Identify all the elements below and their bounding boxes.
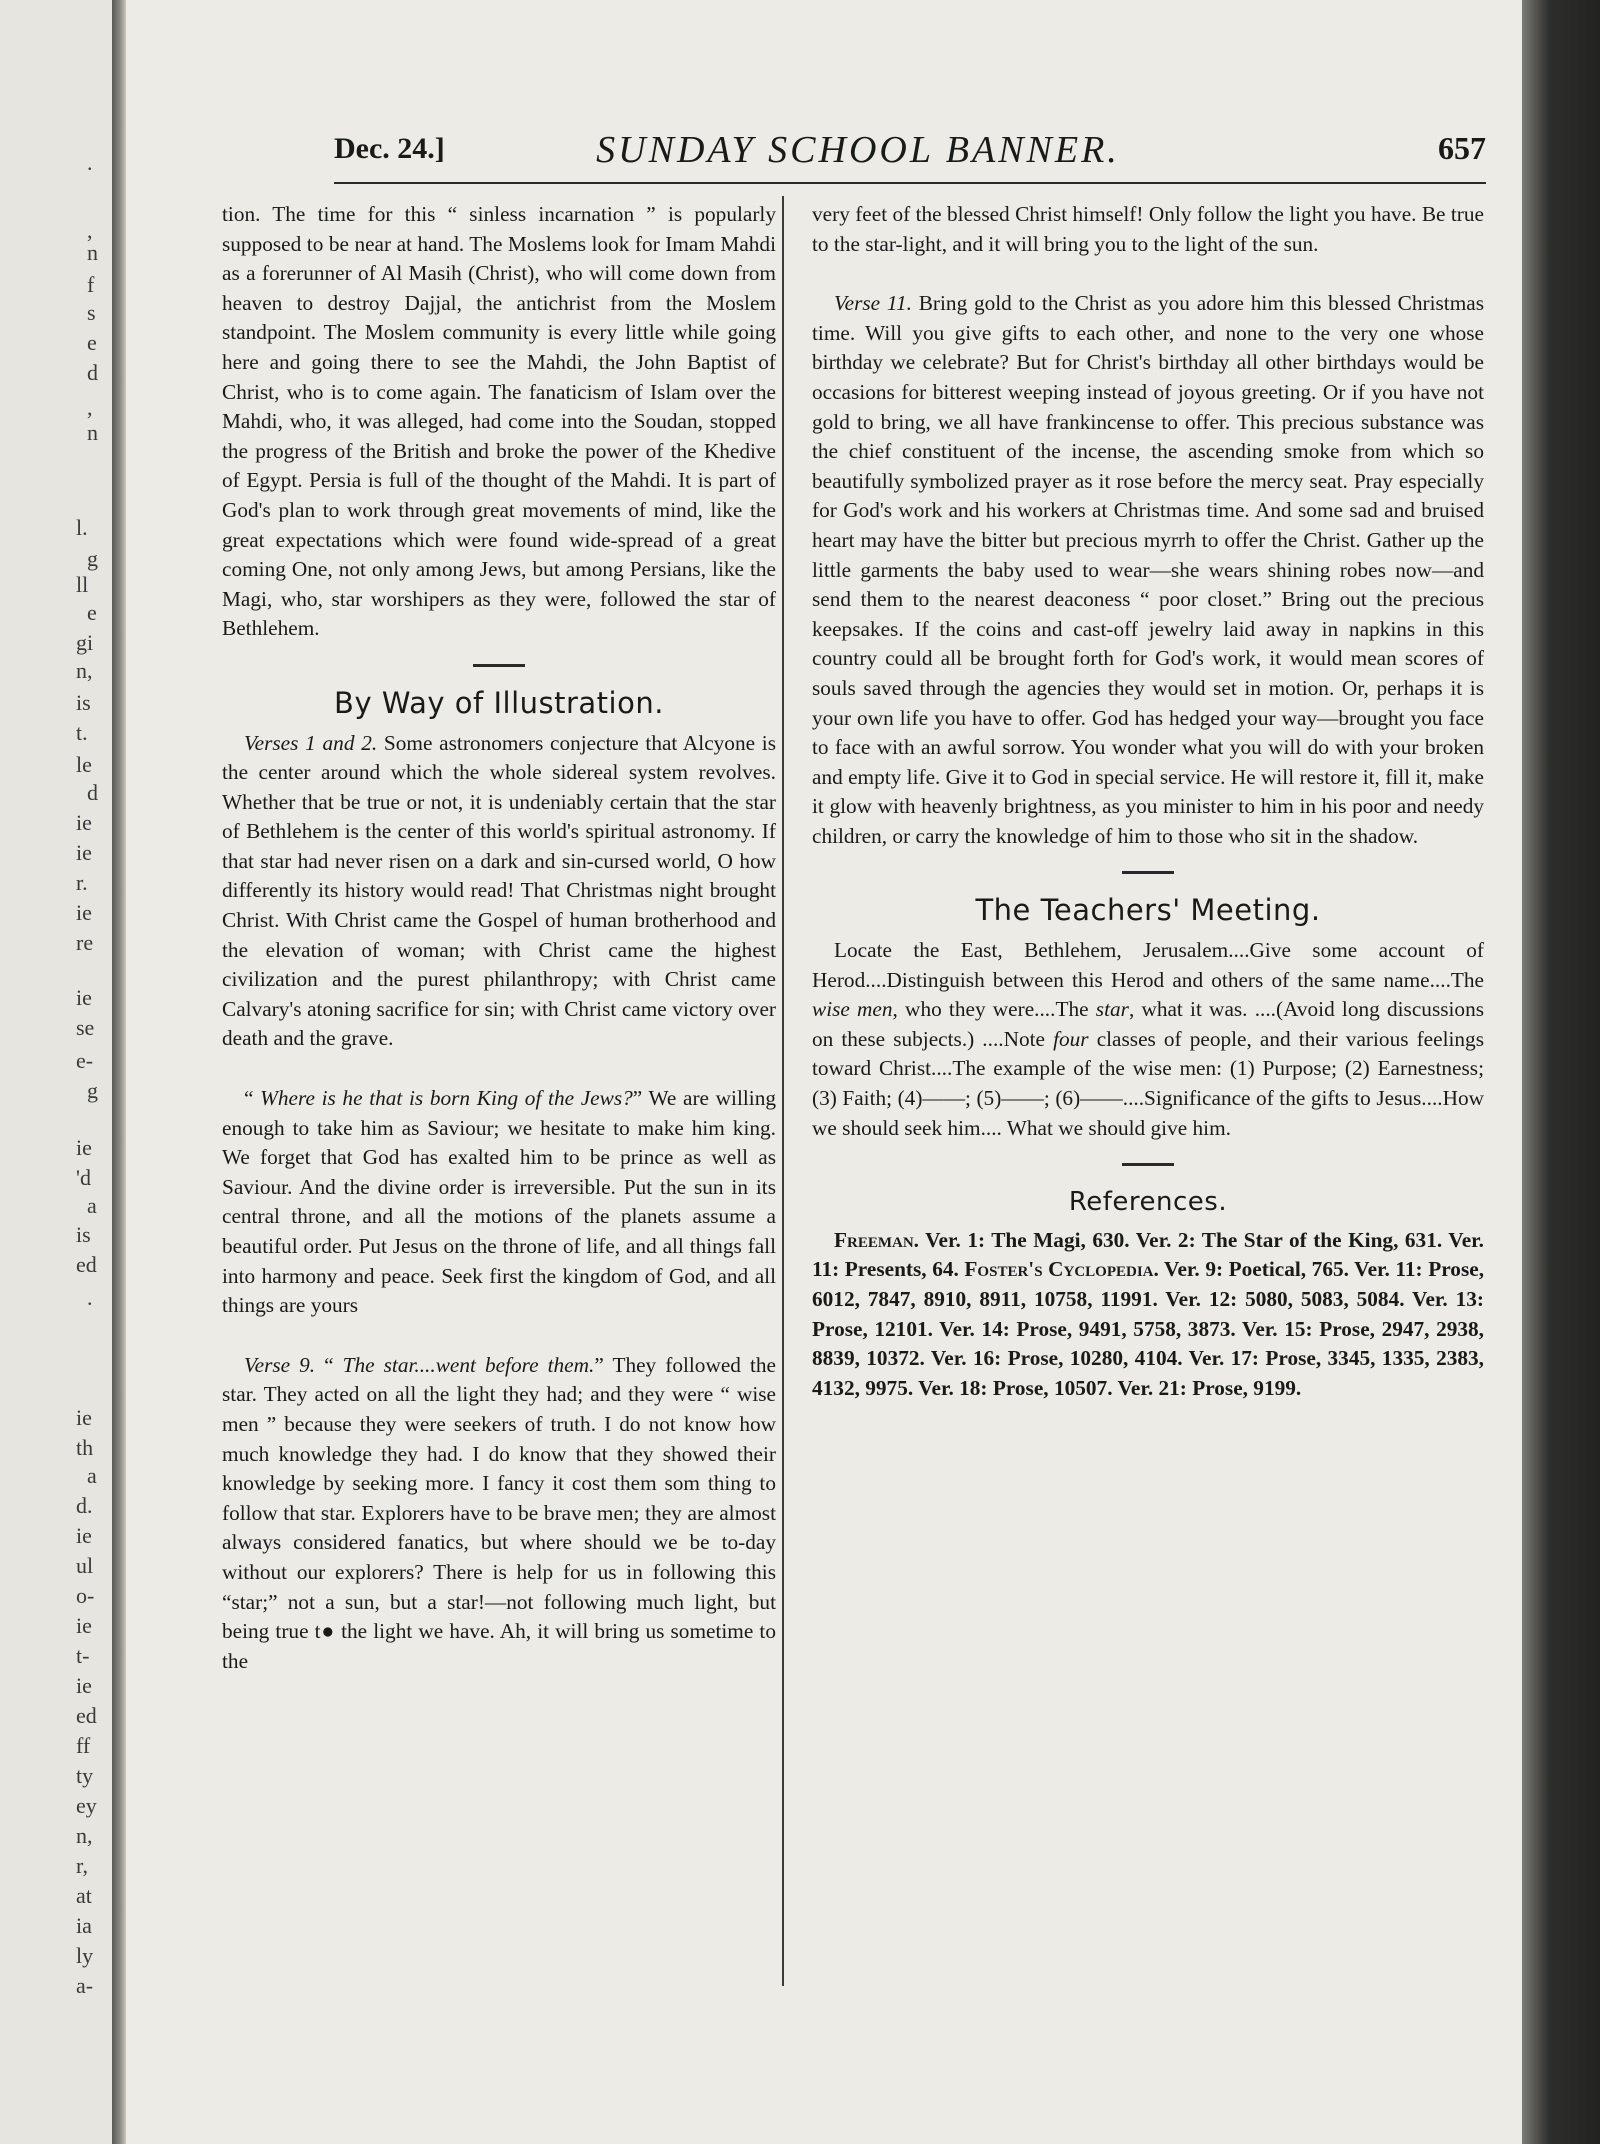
facing-page-fragment: ul: [76, 1553, 94, 1578]
teachers-four: four: [1053, 1026, 1089, 1051]
facing-page-fragment: f: [87, 272, 95, 297]
king-paragraph: [222, 1084, 776, 1321]
section-separator: [1122, 871, 1174, 874]
facing-page-fragment: n: [87, 420, 98, 445]
facing-page-fragment: d.: [76, 1493, 93, 1518]
facing-page-fragment: ll: [76, 572, 89, 597]
paragraph-gap: [812, 259, 1484, 289]
facing-page-fragment: ie: [76, 900, 92, 925]
ref-foster-text: Ver. 9: Poetical, 765. Ver. 11: Prose, 6012, 7847, 8910, 8911, 10758, 11991. Ver. 12: 5080, 5083, 5084. Ver. 13: Prose, 12101. Ver. 14: Prose, 9491, 5758, 3873. Ver. 15: Prose, 2947, 2938, 8839, 10372. Ver. 16: Prose, 10280, 4104. Ver. 17: Prose, 3345, 1335, 2383, 4132, 9975. Ver. 18: Prose, 10507. Ver. 21: Prose, 9199.: [812, 1257, 1485, 1400]
facing-page-fragment: ff: [76, 1733, 91, 1758]
facing-page-fragment: l.: [76, 515, 88, 540]
verse-11-paragraph: [812, 289, 1484, 851]
facing-page-fragment: a-: [76, 1973, 94, 1998]
verse-11-lead: Verse 11.: [834, 291, 912, 316]
facing-page-fragment: t.: [76, 720, 88, 745]
references-heading: References.: [1068, 1187, 1228, 1218]
facing-page-fragment: ty: [76, 1763, 94, 1788]
verse-9-paragraph: [222, 1351, 776, 1677]
book-gutter: [112, 0, 126, 2144]
facing-page-fragment: r,: [76, 1853, 88, 1878]
facing-page-fragment: re: [76, 930, 94, 955]
verse-9-text: They followed the star. They acted on all the light they had; and they were “ wise men ” because they were seekers of truth. I do not know how much knowledge they had. I do know that they showed their knowledge by seeking more. I fancy it cost them som thing to follow that star. Explorers have to be brave men; they are almost always considered fanatics, but where should we be to-day without our explorers? There is help for us in following this “star;” not a sun, but a star!—not following much light, but being true t● the light we have. Ah, it will bring us sometime to the: [222, 1352, 776, 1673]
facing-page-fragment: e: [87, 600, 97, 625]
facing-page-fragment: ia: [76, 1913, 92, 1938]
king-text: We are willing enough to take him as Saviour; we hesitate to make him king. We forget that God has exalted him to be prince as well as Saviour. And the divine order is irreversible. Put the sun in its central throne, and all the motions of the planets assume a beautiful order. Put Jesus on the throne of life, and all things fall into harmony and peace. Seek first the kingdom of God, and all things are yours: [222, 1086, 777, 1318]
facing-page-fragment: ie: [76, 1613, 92, 1638]
section-separator: [473, 664, 525, 667]
header-date: Dec. 24.]: [334, 132, 445, 165]
header-rule: [334, 182, 1486, 184]
king-quote-close: ”: [632, 1086, 643, 1111]
facing-page-fragment: ie: [76, 985, 92, 1010]
page: [126, 0, 1522, 2144]
verse-9-quote: The star....went before them.: [342, 1352, 595, 1377]
facing-page-fragment: d: [87, 780, 98, 805]
facing-page-fragment: ,: [87, 218, 93, 243]
facing-page-fragment: ie: [76, 1405, 92, 1430]
verse-9-quote-close: ”: [594, 1352, 604, 1377]
ref-foster: Foster's Cyclopedia.: [964, 1257, 1159, 1282]
page-number: 657: [1438, 130, 1486, 166]
facing-page-fragment: ,: [87, 395, 93, 420]
facing-page-fragment: is: [76, 690, 91, 715]
facing-page-fragment: n: [87, 240, 98, 265]
king-quote: Where is he that is born King of the Jews?: [260, 1086, 633, 1111]
facing-page-fragment: ie: [76, 1135, 92, 1160]
facing-page-fragment: ed: [76, 1703, 97, 1728]
facing-page-fragment: gi: [76, 630, 94, 655]
facing-page-fragment: n,: [76, 1823, 93, 1848]
teachers-text-2: , who they were....The: [892, 997, 1089, 1022]
page-edge-shadow: [1522, 0, 1600, 2144]
facing-page-fragment: ey: [76, 1793, 97, 1818]
verse-9-quote-open: “: [324, 1352, 334, 1377]
header-title: SUNDAY SCHOOL BANNER.: [596, 129, 1120, 171]
ref-freeman: Freeman.: [834, 1227, 919, 1252]
facing-page-fragment: is: [76, 1222, 91, 1247]
facing-page-fragment: ie: [76, 810, 92, 835]
paragraph-gap: [222, 1321, 776, 1351]
facing-page-fragment: at: [76, 1883, 92, 1908]
teachers-text-3: , what it was. ....(Avoid long discussions on these subjects.) ....Note: [812, 997, 1485, 1051]
column-rule: [782, 196, 784, 1986]
verse-11-text: Bring gold to the Christ as you adore him this blessed Christmas time. Will you give gifts to each other, and none to the very one whose birthday we celebrate? But for Christ's birthday all other birthdays would be occasions for bitterest weeping instead of joyous greeting. Or if you have not gold to bring, we all have frankincense to offer. This precious substance was the chief constituent of the incense, the ascending smoke from which so beautifully symbolized prayer as it rose before the mercy seat. Pray especially for God's work and his workers at Christmas time. And some sad and bruised heart may have the bitter but precious myrrh to offer the Christ. Gather up the little garments the baby used to wear—she wears shining robes now—and send them to the nearest deaconess “ poor closet.” Bring out the precious keepsakes. If the coins and cast-off jewelry laid away in napkins in this country could all be brought forth for God's work, it would mean scores of souls saved through the agencies they would set in motion. Or, perhaps it is your own life you have to offer. God has hedged your way—brought you face to face with an awful sorrow. You wonder what you will do with your broken and empty life. Give it to God in special service. He will restore it, fill it, make it glow with heavenly brightness, as you minister to him in his poor and needy children, or carry the knowledge of him to those who sit in the shadow.: [812, 291, 1485, 848]
intro-paragraph: tion. The time for this “ sinless incarnation ” is popularly supposed to be near at hand. The Moslems look for Imam Mahdi as a forerunner of Al Masih (Christ), who will come down from heaven to destroy Dajjal, the antichrist from the Moslem standpoint. The Moslem community is every little while going here and going there to see the Mahdi, the John Baptist of Christ, who is to come again. The fanaticism of Islam over the Mahdi, who, it was alleged, had come into the Soudan, stopped the progress of the British and broke the power of the Khedive of Egypt. Persia is full of the thought of the Mahdi. It is part of God's plan to work through great movements of mind, like the great expectations which were found wide-spread of a great coming One, not only among Jews, but among Persians, like the Magi, who, star worshipers as they were, followed the star of Bethlehem.: [222, 202, 776, 641]
verse-9-lead: Verse 9.: [244, 1352, 316, 1377]
facing-page-fragment: a: [87, 1463, 97, 1488]
facing-page-fragment: 'd: [76, 1165, 91, 1190]
facing-page-fragment: ie: [76, 840, 92, 865]
section-separator: [1122, 1163, 1174, 1166]
facing-page-fragment: g: [87, 546, 98, 571]
facing-page-fragment: le: [76, 752, 92, 777]
teachers-wise-men: wise men: [812, 997, 893, 1022]
continuation-paragraph: very feet of the blessed Christ himself! Only follow the light you have. Be true to the star-light, and it will bring you to the light of the sun.: [812, 202, 1484, 256]
verses-1-2-text: Some astronomers conjecture that Alcyone is the center around which the whole sidereal system revolves. Whether that be true or not, it is undeniably certain that the star of Bethlehem is the center of this world's spiritual astronomy. If that star had never risen on a dark and sin-cursed world, O how differently its history would read! That Christmas night brought Christ. With Christ came the Gospel of human brotherhood and the elevation of woman; with Christ came the highest civilization and the purest philanthropy; with Christ came Calvary's atoning sacrifice for sin; with Christ came victory over death and the grave.: [222, 730, 776, 1051]
left-column: [222, 200, 776, 1676]
facing-page-fragment: s: [87, 300, 96, 325]
running-head: [230, 116, 1486, 176]
facing-page-fragment: ly: [76, 1943, 94, 1968]
facing-page-fragment: e: [87, 330, 97, 355]
facing-page-fragment: e-: [76, 1048, 94, 1073]
right-column: [812, 200, 1484, 1403]
verses-1-2-lead: Verses 1 and 2.: [244, 730, 378, 755]
teachers-meeting-heading: The Teachers' Meeting.: [975, 893, 1321, 928]
verses-1-2-paragraph: [222, 729, 776, 1055]
references-paragraph: [812, 1226, 1484, 1404]
facing-page-margin: [0, 0, 114, 2144]
facing-page-fragment: .: [87, 1285, 93, 1310]
facing-page-fragment: n,: [76, 658, 93, 683]
ref-freeman-text: Ver. 1: The Magi, 630. Ver. 2: The Star of the King, 631. Ver. 11: Presents, 64.: [812, 1227, 1484, 1282]
facing-page-fragment: ie: [76, 1673, 92, 1698]
teachers-text-4: classes of people, and their various feelings toward Christ....The example of the wise men: (1) Purpose; (2) Earnestness; (3) Faith; (4)——; (5)——; (6)——....Significance of the gifts to Jesus....How we should seek him.... What we should give him.: [812, 1026, 1484, 1140]
paragraph-gap: [222, 1054, 776, 1084]
facing-page-fragment: t-: [76, 1643, 90, 1668]
facing-page-fragment: o-: [76, 1583, 95, 1608]
facing-page-fragment: ie: [76, 1523, 92, 1548]
illustration-heading: By Way of Illustration.: [334, 685, 664, 720]
facing-page-fragment: .: [87, 150, 93, 175]
facing-page-fragment: d: [87, 360, 98, 385]
facing-page-fragment: r.: [76, 870, 88, 895]
king-quote-open: “: [244, 1086, 254, 1111]
facing-page-fragment: a: [87, 1193, 97, 1218]
teachers-text-1: Locate the East, Bethlehem, Jerusalem....Give some account of Herod....Distinguish between this Herod and others of the same name....The: [812, 938, 1484, 992]
facing-page-fragment: se: [76, 1015, 95, 1040]
teachers-star: star: [1095, 997, 1129, 1022]
teachers-meeting-paragraph: [812, 936, 1484, 1143]
facing-page-fragment: th: [76, 1435, 94, 1460]
facing-page-fragment: g: [87, 1078, 98, 1103]
facing-page-fragment: ed: [76, 1252, 97, 1277]
